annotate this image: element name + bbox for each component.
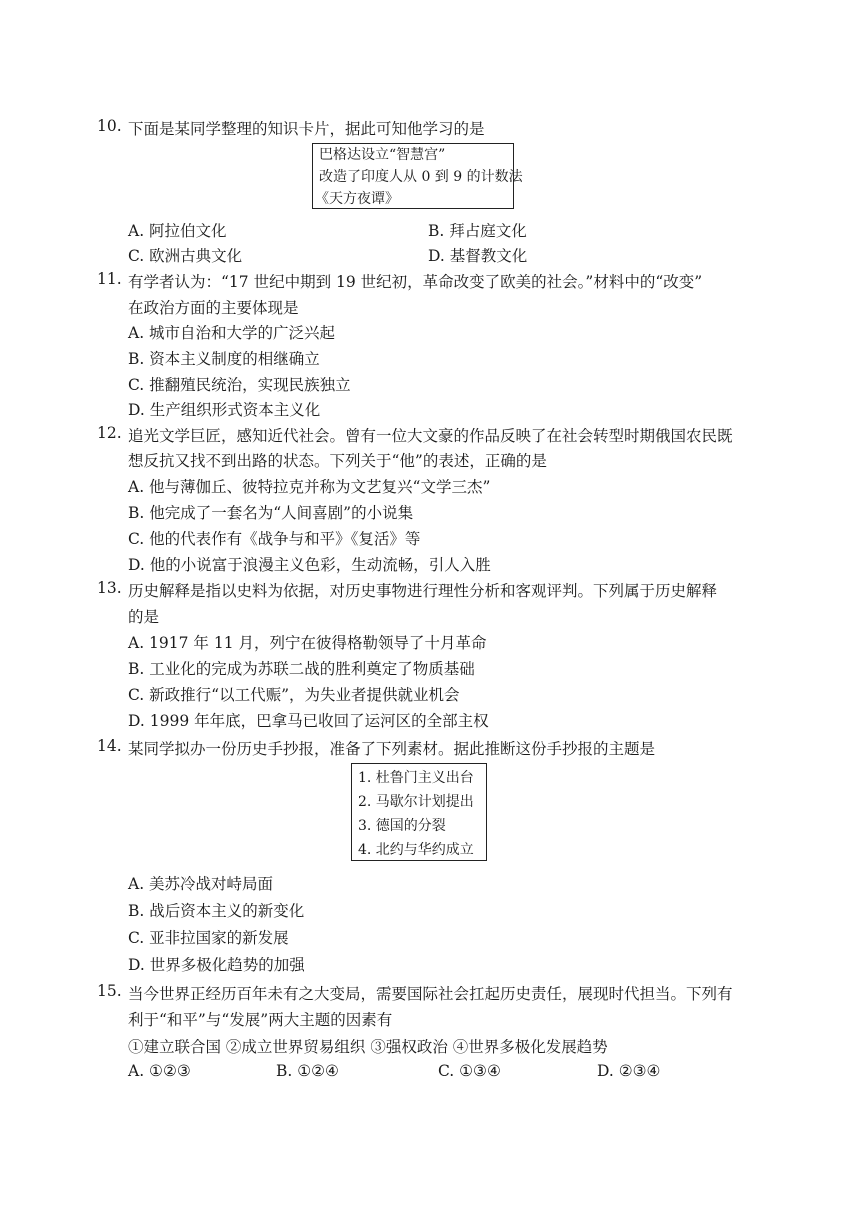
question-stem: 某同学拟办一份历史手抄报，准备了下列素材。据此推断这份手抄报的主题是 — [128, 740, 656, 758]
question-stem: 想反抗又找不到出路的状态。下列关于“他”的表述，正确的是 — [128, 452, 547, 470]
option-c: C. 推翻殖民统治，实现民族独立 — [128, 376, 351, 394]
option-a: A. 他与薄伽丘、彼特拉克并称为文艺复兴“文学三杰” — [128, 478, 491, 496]
question-number: 13. — [97, 579, 122, 597]
option-b: B. ①②④ — [276, 1062, 339, 1080]
question-number: 15. — [97, 982, 122, 1000]
option-d: D. 世界多极化趋势的加强 — [128, 956, 305, 974]
option-d: D. 他的小说富于浪漫主义色彩，生动流畅，引人入胜 — [128, 556, 491, 574]
option-c: C. 亚非拉国家的新发展 — [128, 929, 289, 947]
knowledge-card — [312, 143, 523, 209]
option-b: B. 资本主义制度的相继确立 — [128, 350, 320, 368]
card-line: 改造了印度人从 0 到 9 的计数法 — [319, 169, 523, 185]
question-stem: 利于“和平”与“发展”两大主题的因素有 — [128, 1011, 393, 1029]
card-line: 2. 马歇尔计划提出 — [358, 794, 474, 810]
question-stem: 下面是某同学整理的知识卡片，据此可知他学习的是 — [128, 120, 485, 138]
option-d: D. 生产组织形式资本主义化 — [128, 401, 321, 419]
option-d: D. 基督教文化 — [428, 247, 528, 265]
card-line: 1. 杜鲁门主义出台 — [358, 770, 474, 786]
option-a: A. 1917 年 11 月，列宁在彼得格勒领导了十月革命 — [128, 634, 487, 652]
card-line: 3. 德国的分裂 — [358, 818, 446, 834]
option-b: B. 拜占庭文化 — [428, 222, 527, 240]
option-d: D. 1999 年年底，巴拿马已收回了运河区的全部主权 — [128, 712, 489, 730]
option-c: C. 新政推行“以工代赈”，为失业者提供就业机会 — [128, 686, 460, 704]
question-stem: 历史解释是指以史料为依据，对历史事物进行理性分析和客观评判。下列属于历史解释 — [128, 582, 718, 600]
question-number: 14. — [97, 737, 122, 755]
option-b: B. 工业化的完成为苏联二战的胜利奠定了物质基础 — [128, 660, 475, 678]
option-c: C. 他的代表作有《战争与和平》《复活》等 — [128, 530, 421, 548]
card-line: 巴格达设立“智慧宫” — [319, 147, 446, 163]
question-stem: 有学者认为：“17 世纪中期到 19 世纪初，革命改变了欧美的社会。”材料中的“改变” — [128, 273, 703, 291]
card-line: 《天方夜谭》 — [315, 191, 399, 207]
question-number: 12. — [97, 424, 122, 442]
question-number: 10. — [97, 117, 122, 135]
option-d: D. ②③④ — [597, 1062, 661, 1080]
card-line: 4. 北约与华约成立 — [358, 842, 474, 858]
question-choices: ①建立联合国 ②成立世界贸易组织 ③强权政治 ④世界多极化发展趋势 — [128, 1038, 608, 1056]
question-stem: 当今世界正经历百年未有之大变局，需要国际社会扛起历史责任，展现时代担当。下列有 — [128, 985, 733, 1003]
question-stem: 的是 — [128, 608, 160, 626]
material-card — [351, 763, 487, 861]
question-stem: 追光文学巨匠，感知近代社会。曾有一位大文豪的作品反映了在社会转型时期俄国农民既 — [128, 427, 733, 445]
question-number: 11. — [97, 270, 122, 288]
option-b: B. 战后资本主义的新变化 — [128, 902, 305, 920]
option-c: C. 欧洲古典文化 — [128, 247, 243, 265]
option-a: A. ①②③ — [128, 1062, 191, 1080]
option-a: A. 阿拉伯文化 — [128, 222, 227, 240]
option-a: A. 城市自治和大学的广泛兴起 — [128, 324, 336, 342]
option-c: C. ①③④ — [438, 1062, 501, 1080]
option-a: A. 美苏冷战对峙局面 — [128, 875, 274, 893]
question-stem: 在政治方面的主要体现是 — [128, 299, 299, 317]
option-b: B. 他完成了一套名为“人间喜剧”的小说集 — [128, 504, 414, 522]
